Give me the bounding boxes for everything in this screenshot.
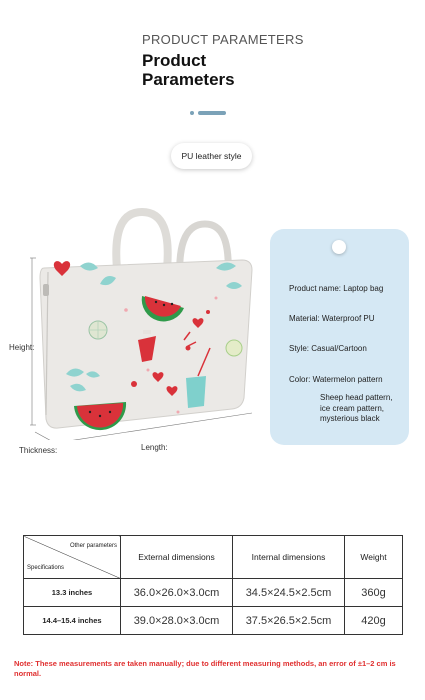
spec-table [23,535,403,635]
table-corner-cell [24,536,121,579]
page-title: Product Parameters [142,51,235,89]
table-row [24,607,403,635]
row-internal: 34.5×24.5×2.5cm [233,579,345,607]
length-label: Length: [141,443,168,452]
corner-top-label: Other parameters [69,543,117,549]
laptop-bag-image [30,200,260,440]
thickness-label: Thickness: [19,446,58,455]
param-style: Style: Casual/Cartoon [289,344,367,353]
parameter-card [270,229,409,445]
header-weight: Weight [345,536,403,579]
card-pin [332,240,346,254]
row-weight: 420g [345,607,403,635]
row-internal: 37.5×26.5×2.5cm [233,607,345,635]
corner-bottom-label: Specifications [27,565,65,571]
param-other-patterns: Sheep head pattern, ice cream pattern, mysterious black [320,393,393,423]
row-weight: 360g [345,579,403,607]
table-row [24,579,403,607]
header-internal: Internal dimensions [233,536,345,579]
header-english: PRODUCT PARAMETERS [142,32,304,47]
style-pill: PU leather style [171,143,252,169]
row-size: 14.4–15.4 inches [24,607,121,635]
param-color: Color: Watermelon pattern [289,375,383,384]
header-external: External dimensions [121,536,233,579]
table-header-row [24,536,403,579]
param-product-name: Product name: Laptop bag [289,284,384,293]
row-size: 13.3 inches [24,579,121,607]
row-external: 39.0×28.0×3.0cm [121,607,233,635]
height-label: Height: [9,343,35,352]
param-material: Material: Waterproof PU [289,314,375,323]
measurement-note: Note: These measurements are taken manually; due to different measuring methods, an error of ±1–2 cm is normal. [14,659,396,678]
row-external: 36.0×26.0×3.0cm [121,579,233,607]
